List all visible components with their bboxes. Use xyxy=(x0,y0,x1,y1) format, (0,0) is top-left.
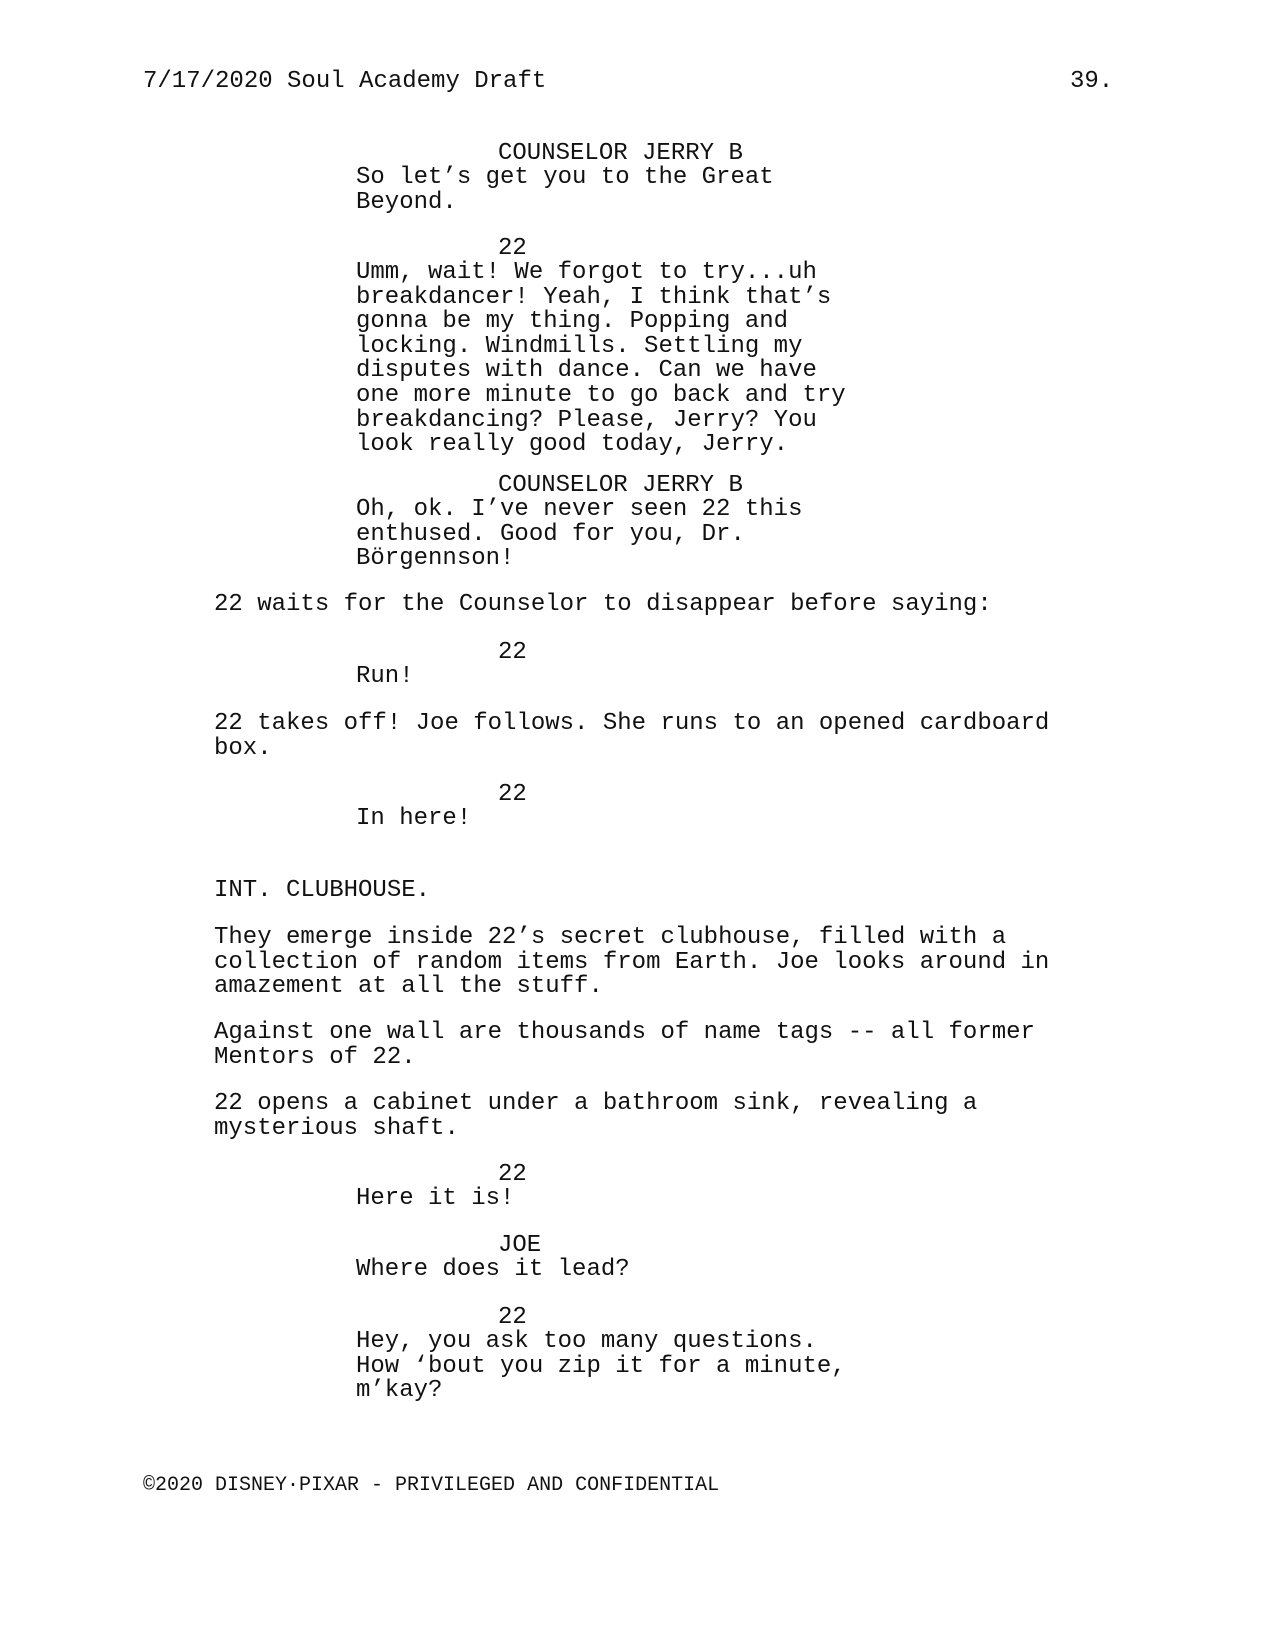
text-line: look really good today, Jerry. xyxy=(356,431,789,459)
text-line: Where does it lead? xyxy=(356,1256,630,1283)
dialogue-block xyxy=(356,807,471,832)
character-cue xyxy=(498,1163,527,1188)
text-line: breakdancer! Yeah, I think that’s xyxy=(356,283,832,311)
text-line: Run! xyxy=(356,663,414,690)
action-block xyxy=(214,926,1049,1000)
text-line: m’kay? xyxy=(356,1377,443,1405)
page-number: 39. xyxy=(1070,68,1114,95)
character-cue xyxy=(498,142,743,167)
character-name: COUNSELOR JERRY B xyxy=(498,472,743,499)
dialogue-block xyxy=(356,261,846,458)
footer-confidential: ©2020 DISNEY·PIXAR - PRIVILEGED AND CONFIDENTIAL xyxy=(143,1474,720,1497)
action-block xyxy=(214,1092,977,1141)
text-line: Beyond. xyxy=(356,188,457,216)
text-line: 22 opens a cabinet under a bathroom sink, revealing a xyxy=(214,1090,978,1117)
character-cue xyxy=(498,1306,527,1331)
dialogue-block xyxy=(356,665,414,690)
text-line: disputes with dance. Can we have xyxy=(356,357,817,385)
text-line: enthused. Good for you, Dr. xyxy=(356,520,745,548)
character-name: 22 xyxy=(498,1304,527,1331)
text-line: collection of random items from Earth. Joe looks around in xyxy=(214,948,1050,976)
character-cue xyxy=(498,1234,541,1259)
character-cue xyxy=(498,783,527,808)
character-name: 22 xyxy=(498,1161,527,1188)
character-name: JOE xyxy=(498,1232,542,1259)
text-line: In here! xyxy=(356,805,472,832)
dialogue-block xyxy=(356,1330,846,1404)
dialogue-block xyxy=(356,498,802,572)
text-line: So let’s get you to the Great xyxy=(356,164,774,191)
character-cue xyxy=(498,237,527,262)
dialogue-block xyxy=(356,1258,630,1283)
text-line: They emerge inside 22’s secret clubhouse, filled with a xyxy=(214,924,1007,951)
text-line: Börgennson! xyxy=(356,545,515,573)
text-line: locking. Windmills. Settling my xyxy=(356,332,803,360)
text-line: Against one wall are thousands of name tags -- all former xyxy=(214,1019,1035,1046)
text-line: INT. CLUBHOUSE. xyxy=(214,877,431,904)
character-name: 22 xyxy=(498,639,527,666)
character-name: 22 xyxy=(498,781,527,808)
action-block xyxy=(214,593,992,618)
header-title: 7/17/2020 Soul Academy Draft xyxy=(143,68,547,95)
text-line: Oh, ok. I’ve never seen 22 this xyxy=(356,496,803,523)
text-line: amazement at all the stuff. xyxy=(214,973,603,1001)
character-cue xyxy=(498,474,743,499)
text-line: 22 takes off! Joe follows. She runs to an opened cardboard xyxy=(214,710,1050,737)
text-line: How ‘bout you zip it for a minute, xyxy=(356,1352,846,1380)
dialogue-block xyxy=(356,1187,514,1212)
dialogue-block xyxy=(356,166,774,215)
character-name: COUNSELOR JERRY B xyxy=(498,140,743,167)
text-line: gonna be my thing. Popping and xyxy=(356,308,789,336)
text-line: Umm, wait! We forgot to try...uh xyxy=(356,259,817,286)
text-line: mysterious shaft. xyxy=(214,1114,459,1142)
action-block xyxy=(214,1021,1035,1070)
text-line: breakdancing? Please, Jerry? You xyxy=(356,406,817,434)
text-line: 22 waits for the Counselor to disappear before saying: xyxy=(214,591,992,618)
text-line: box. xyxy=(214,734,272,762)
character-name: 22 xyxy=(498,235,527,262)
text-line: Mentors of 22. xyxy=(214,1043,416,1071)
text-line: Hey, you ask too many questions. xyxy=(356,1328,817,1355)
text-line: Here it is! xyxy=(356,1185,515,1212)
text-line: one more minute to go back and try xyxy=(356,381,846,409)
action-block xyxy=(214,712,1049,761)
scene-heading xyxy=(214,879,430,904)
character-cue xyxy=(498,641,527,666)
